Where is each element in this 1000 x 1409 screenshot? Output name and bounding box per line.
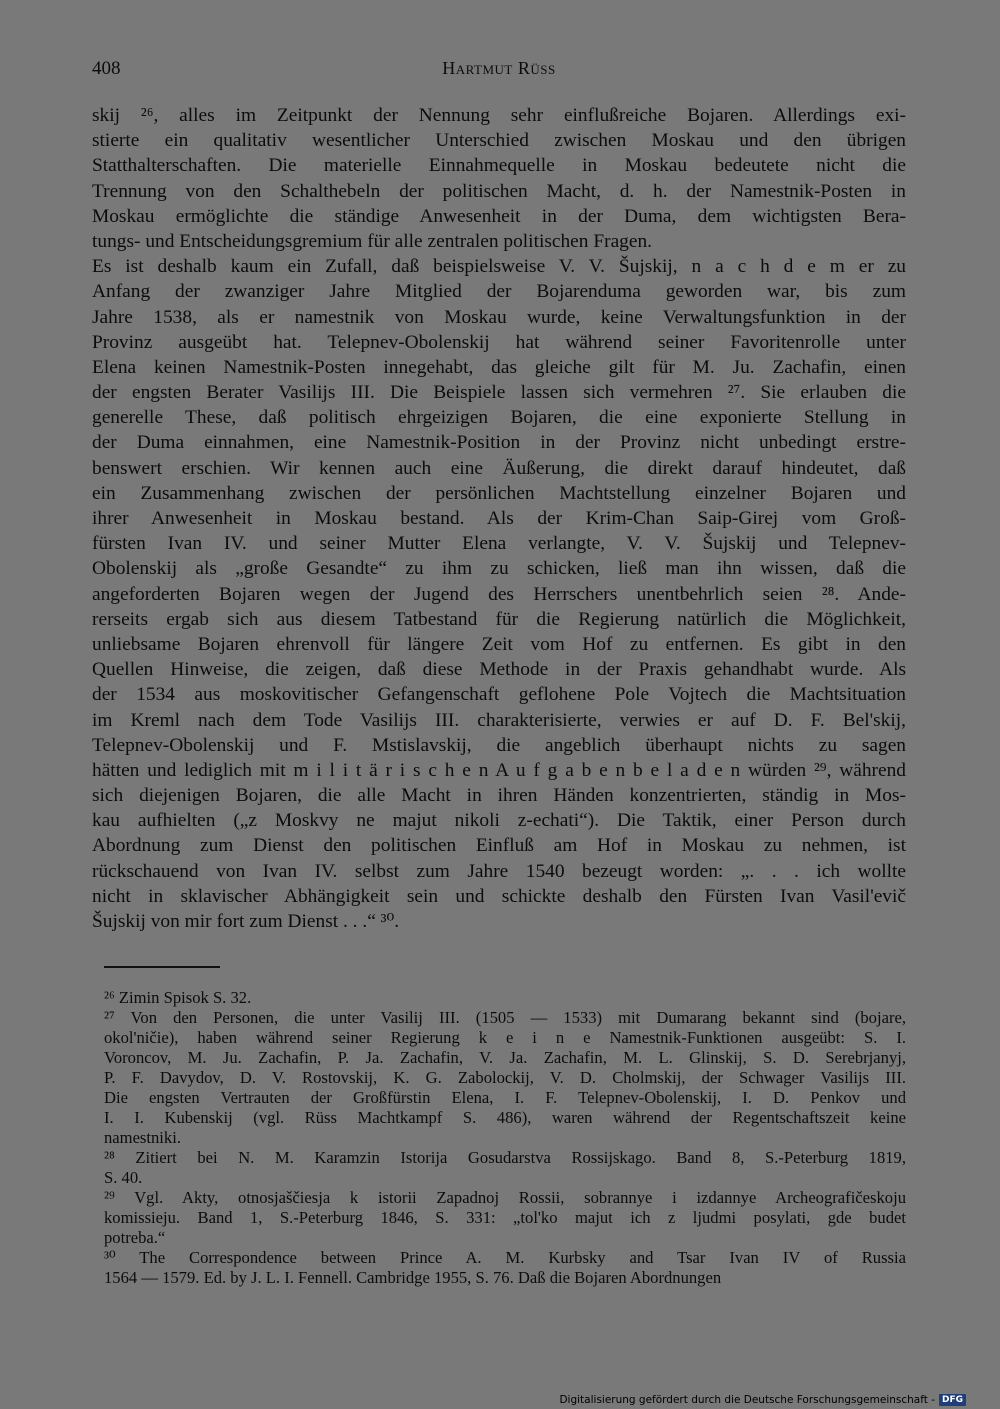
footnote-line: okol'ničie), haben während seiner Regierung k e i n e Namestnik-Funktionen ausgeübt: S. I.	[104, 1028, 906, 1047]
footnote-line: ²⁶ Zimin Spisok S. 32.	[104, 988, 252, 1007]
text-line: kau aufhielten („z Moskvy ne majut nikoli z-echati“). Die Taktik, einer Person durch	[92, 810, 906, 832]
text-line: stierte ein qualitativ wesentlicher Unterschied zwischen Moskau und den übrigen	[92, 130, 906, 152]
text-line: sich diejenigen Bojaren, die alle Macht in ihren Händen konzentrierten, ständig in Mos-	[92, 785, 906, 807]
text-line: unliebsame Bojaren ehrenvoll für längere Zeit vom Hof zu entfernen. Es gibt in den	[92, 633, 906, 655]
page-header	[92, 58, 906, 86]
text-line: tungs- und Entscheidungsgremium für alle zentralen politischen Fragen.	[92, 230, 653, 252]
text-line: fürsten Ivan IV. und seiner Mutter Elena verlangte, V. V. Šujskij und Telepnev-	[92, 533, 906, 555]
page-number: 408	[92, 58, 121, 79]
text-line: angeforderten Bojaren wegen der Jugend des Herrschers unentbehrlich seien ²⁸. Ande-	[92, 583, 906, 605]
text-line: benswert erschien. Wir kennen auch eine Äußerung, die direkt darauf hindeutet, daß	[92, 457, 906, 479]
footnotes	[104, 988, 906, 1288]
text-line: Abordnung zum Dienst den politischen Einfluß am Hof in Moskau zu nehmen, ist	[92, 835, 906, 857]
text-line: Obolenskij als „große Gesandte“ zu ihm zu schicken, ließ man ihn wissen, daß die	[92, 558, 906, 580]
text-line: Anfang der zwanziger Jahre Mitglied der Bojarenduma geworden war, bis zum	[92, 281, 906, 303]
dfg-logo: DFG	[939, 1394, 966, 1406]
text-line: rückschauend von Ivan IV. selbst zum Jahre 1540 bezeugt worden: „. . . ich wollte	[92, 860, 906, 882]
footnote-separator	[104, 966, 220, 968]
text-line: rerseits ergab sich aus diesem Tatbestand für die Regierung natürlich die Möglichkeit,	[92, 608, 906, 630]
text-line: ein Zusammenhang zwischen der persönlichen Machtstellung einzelner Bojaren und	[92, 482, 906, 504]
text-line: skij ²⁶, alles im Zeitpunkt der Nennung sehr einflußreiche Bojaren. Allerdings exi-	[92, 105, 906, 126]
text-line: Jahre 1538, als er namestnik von Moskau wurde, keine Verwaltungsfunktion in der	[92, 306, 906, 328]
running-head: Hartmut Rüss	[442, 58, 556, 78]
footnote-line: ²⁸ Zitiert bei N. M. Karamzin Istorija Gosudarstva Rossijskago. Band 8, S.-Peterburg 1819,	[104, 1148, 906, 1167]
footnote-line: komissieju. Band 1, S.-Peterburg 1846, S. 331: „tol'ko majut ich z ljudmi posylati, gde budet	[104, 1208, 906, 1227]
text-line: der engsten Berater Vasilijs III. Die Beispiele lassen sich vermehren ²⁷. Sie erlauben die	[92, 382, 906, 404]
text-line: der 1534 aus moskovitischer Gefangenschaft geflohene Pole Vojtech die Machtsituation	[92, 684, 906, 706]
text-line: der Duma einnahmen, eine Namestnik-Position in der Provinz nicht unbedingt erstre-	[92, 432, 906, 454]
text-line: Es ist deshalb kaum ein Zufall, daß beispielsweise V. V. Šujskij, n a c h d e m er zu	[92, 256, 906, 278]
main-text	[92, 103, 906, 934]
footnote-line: potreba.“	[104, 1228, 166, 1247]
text-line: Elena keinen Namestnik-Posten innegehabt, das gleiche gilt für M. Ju. Zachafin, einen	[92, 356, 906, 378]
footnote-line: Die engsten Vertrauten der Großfürstin Elena, I. F. Telepnev-Obolenskij, I. D. Penkov und	[104, 1088, 906, 1107]
footnote-line: S. 40.	[104, 1168, 143, 1187]
text-line: generelle These, daß politisch ehrgeizigen Bojaren, die eine exponierte Stellung in	[92, 407, 906, 429]
footnote-line: 1564 — 1579. Ed. by J. L. I. Fennell. Cambridge 1955, S. 76. Daß die Bojaren Abordnungen	[104, 1268, 722, 1287]
text-line: Quellen Hinweise, die zeigen, daß diese Methode in der Praxis gehandhabt wurde. Als	[92, 659, 906, 681]
text-line: Trennung von den Schalthebeln der politischen Macht, d. h. der Namestnik-Posten in	[92, 180, 906, 202]
text-line: hätten und lediglich mit m i l i t ä r i s c h e n A u f g a b e n b e l a d e n würden ²⁹, während	[92, 759, 906, 781]
text-line: nicht in sklavischer Abhängigkeit sein und schickte deshalb den Fürsten Ivan Vasil'evič	[92, 885, 906, 907]
text-line: ihrer Anwesenheit in Moskau bestand. Als der Krim-Chan Saip-Girej vom Groß-	[92, 508, 906, 529]
footnote-line: ³⁰ The Correspondence between Prince A. M. Kurbsky and Tsar Ivan IV of Russia	[104, 1248, 906, 1267]
footnote-line: P. F. Davydov, D. V. Rostovskij, K. G. Zabolockij, V. D. Cholmskij, der Schwager Vasilijs III.	[104, 1068, 906, 1087]
footnote-line: ²⁷ Von den Personen, die unter Vasilij III. (1505 — 1533) mit Dumarang bekannt sind (bojare,	[104, 1008, 906, 1027]
footnote-line: Voroncov, M. Ju. Zachafin, P. Ja. Zachafin, V. Ja. Zachafin, M. L. Glinskij, S. D. Serebrjanyj,	[104, 1048, 906, 1067]
text-line: Provinz ausgeübt hat. Telepnev-Obolenskij hat während seiner Favoritenrolle unter	[92, 331, 906, 353]
text-line: Statthalterschaften. Die materielle Einnahmequelle in Moskau bedeutete nicht die	[92, 155, 906, 177]
digitization-credit	[559, 1393, 966, 1407]
text-line: Šujskij von mir fort zum Dienst . . .“ ³⁰.	[92, 911, 400, 932]
text-line: im Kreml nach dem Tode Vasilijs III. charakterisierte, verwies er auf D. F. Bel'skij,	[92, 709, 906, 731]
text-line: Moskau ermöglichte die ständige Anwesenheit in der Duma, dem wichtigsten Bera-	[92, 205, 906, 227]
footnote-line: ²⁹ Vgl. Akty, otnosjaščiesja k istorii Zapadnoj Rossii, sobrannye i izdannye Archeografičeskoju	[104, 1188, 906, 1207]
text-line: Telepnev-Obolenskij und F. Mstislavskij, die angeblich überhaupt nichts zu sagen	[92, 734, 906, 756]
footnote-line: I. I. Kubenskij (vgl. Rüss Machtkampf S. 486), waren während der Regentschaftszeit keine	[104, 1108, 906, 1127]
footnote-line: namestniki.	[104, 1128, 181, 1147]
credit-text: Digitalisierung gefördert durch die Deutsche Forschungsgemeinschaft -	[559, 1394, 935, 1406]
